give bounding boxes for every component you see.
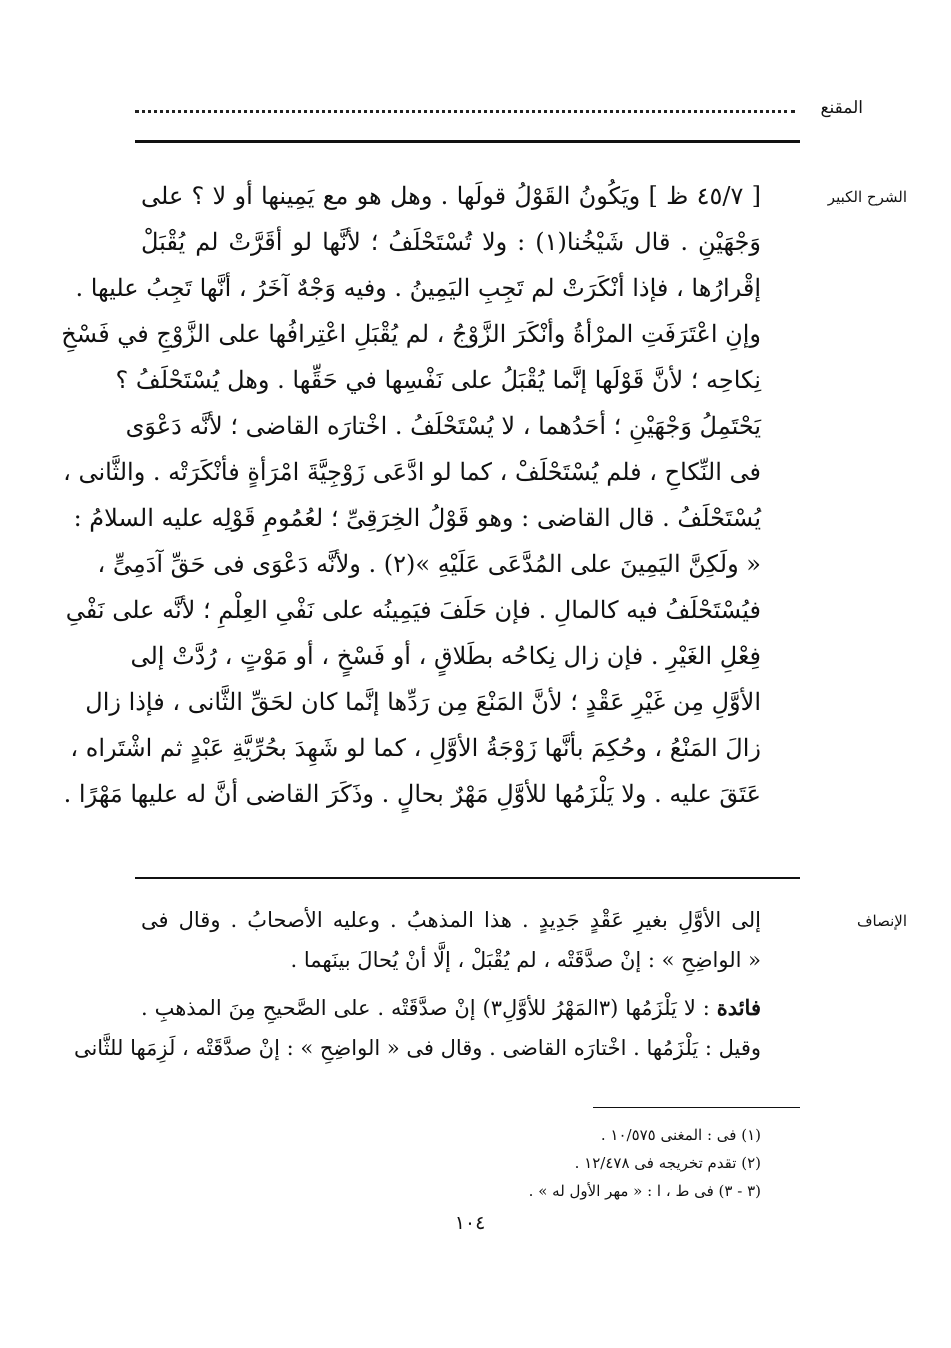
sharh-line: يَحْتَمِلُ وَجْهَيْنِ ؛ أحَدُهما ، لا يُسْتَحْلَفُ . اخْتارَه القاضى ؛ لأنَّه دَعْوَى <box>125 412 761 440</box>
sharh-line: عَتَقَ عليه . ولا يَلْزَمُها للأوَّلِ مَهْرٌ بحالٍ . وذَكَرَ القاضى أنَّ له عليها مَهْرًا . <box>63 780 761 808</box>
sharh-line: يُسْتَحْلَفُ . قال القاضى : وهو قَوْلُ الخِرَقِىِّ ؛ لعُمُومِ قَوْلِه عليه السلامُ : <box>73 504 761 532</box>
sharh-line: وإنِ اعْتَرَفَتِ المرْأةُ وأنْكَرَ الزَّوْجُ ، لم يُقْبَلِ اعْتِرافُها على الزَّوْجِ في فَسْخِ <box>61 320 761 348</box>
sharh-line: نِكاحِه ؛ لأنَّ قَوْلَها إنَّما يُقْبَلُ على نَفْسِها في حَقِّها . وهل يُسْتَحْلَفُ ؟ <box>115 366 761 394</box>
sharh-line: « ولَكِنَّ اليَمِينَ على المُدَّعَى عَلَيْهِ »(٢) . ولأنَّه دَعْوَى فى حَقِّ آدَمِىٍّ ، <box>97 550 761 578</box>
sharh-line: زالَ المَنْعُ ، وحُكِمَ بأنَّها زَوْجَةُ الأوَّلِ ، كما لو شَهِدَ بحُرِّيَّةِ عَبْدٍ ثم اشْتَراه ، <box>70 734 761 762</box>
footnote: (٢) تقدم تخريجه فى ١٢/٤٧٨ . <box>574 1154 761 1172</box>
page-number: ١٠٤ <box>454 1212 486 1234</box>
footnote: (١) فى : المغنى ١٠/٥٧٥ . <box>600 1126 761 1144</box>
benefit-term: فائدة <box>716 995 761 1020</box>
footnote-rule <box>593 1107 800 1108</box>
sharh-section-label: الشرح الكبير <box>827 188 907 206</box>
section-divider <box>135 877 800 879</box>
sharh-line: فيُسْتَحْلَفُ فيه كالمالِ . فإن حَلَفَ فيَمِينُه على نَفْىِ العِلْمِ ؛ لأنَّه على نَفْىِ <box>65 596 761 624</box>
insaf-line: إلى الأوَّلِ بغيرِ عَقْدٍ جَدِيدٍ . هذا المذهبُ . وعليه الأصحابُ . وقال فى <box>141 908 761 932</box>
footnote: (٣ - ٣) فى ط ، ا : « مهر الأول له » . <box>528 1182 761 1200</box>
insaf-section-label: الإنصاف <box>856 912 907 930</box>
sharh-line: الأوَّلِ مِن غَيْرِ عَقْدٍ ؛ لأنَّ المَنْعَ مِن رَدِّها إنَّما كان لحَقِّ الثَّانى ، فإذا زال <box>85 688 761 716</box>
sharh-line: وَجْهَيْنِ . قال شَيْخُنا(١) : ولا تُسْتَحْلَفُ ؛ لأنَّها لو أقَرَّتْ لم يُقْبَلْ <box>141 228 762 256</box>
header-rule <box>135 140 800 143</box>
sharh-line: فى النِّكاحِ ، فلم يُسْتَحْلَفْ ، كما لو ادَّعَى زَوْجِيَّةَ امْرَأةٍ فأنْكَرَتْه . والثَّانى ، <box>63 458 761 486</box>
dotted-separator <box>135 110 795 113</box>
sharh-line: إقْرارُها ، فإذا أنْكَرَتْ لم تَجِبِ اليَمِينُ . وفيه وَجْهٌ آخَرُ ، أنَّها تَجِبُ عليها . <box>75 274 761 302</box>
insaf-line: « الواضِحِ » : إنْ صدَّقَتْه ، لم يُقْبَلْ ، إلَّا أنْ يُحالَ بينَهما . <box>290 948 761 972</box>
insaf-line: وقيل : يَلْزَمُها . اخْتارَه القاضى . وقال فى « الواضِحِ » : إنْ صدَّقَتْه ، لَزِمَها للثَّانى <box>73 1036 761 1060</box>
sharh-line: فِعْلِ الغَيْرِ . فإن زال نِكاحُه بطَلاقٍ ، أو فَسْخٍ ، أو مَوْتٍ ، رُدَّتْ إلى <box>130 642 761 670</box>
sharh-line: [ ٤٥/٧ ظ ] ويَكُونُ القَوْلُ قولَها . وهل هو مع يَمِينها أو لا ؟ على <box>141 182 761 210</box>
benefit-line <box>141 988 761 1028</box>
benefit-text: : لا يَلْزَمُها (٣المَهْرُ للأوَّلِ٣) إنْ صدَّقَتْه . على الصَّحيحِ مِنَ المذهبِ . <box>141 996 717 1020</box>
book-title: المقنع <box>820 98 863 118</box>
